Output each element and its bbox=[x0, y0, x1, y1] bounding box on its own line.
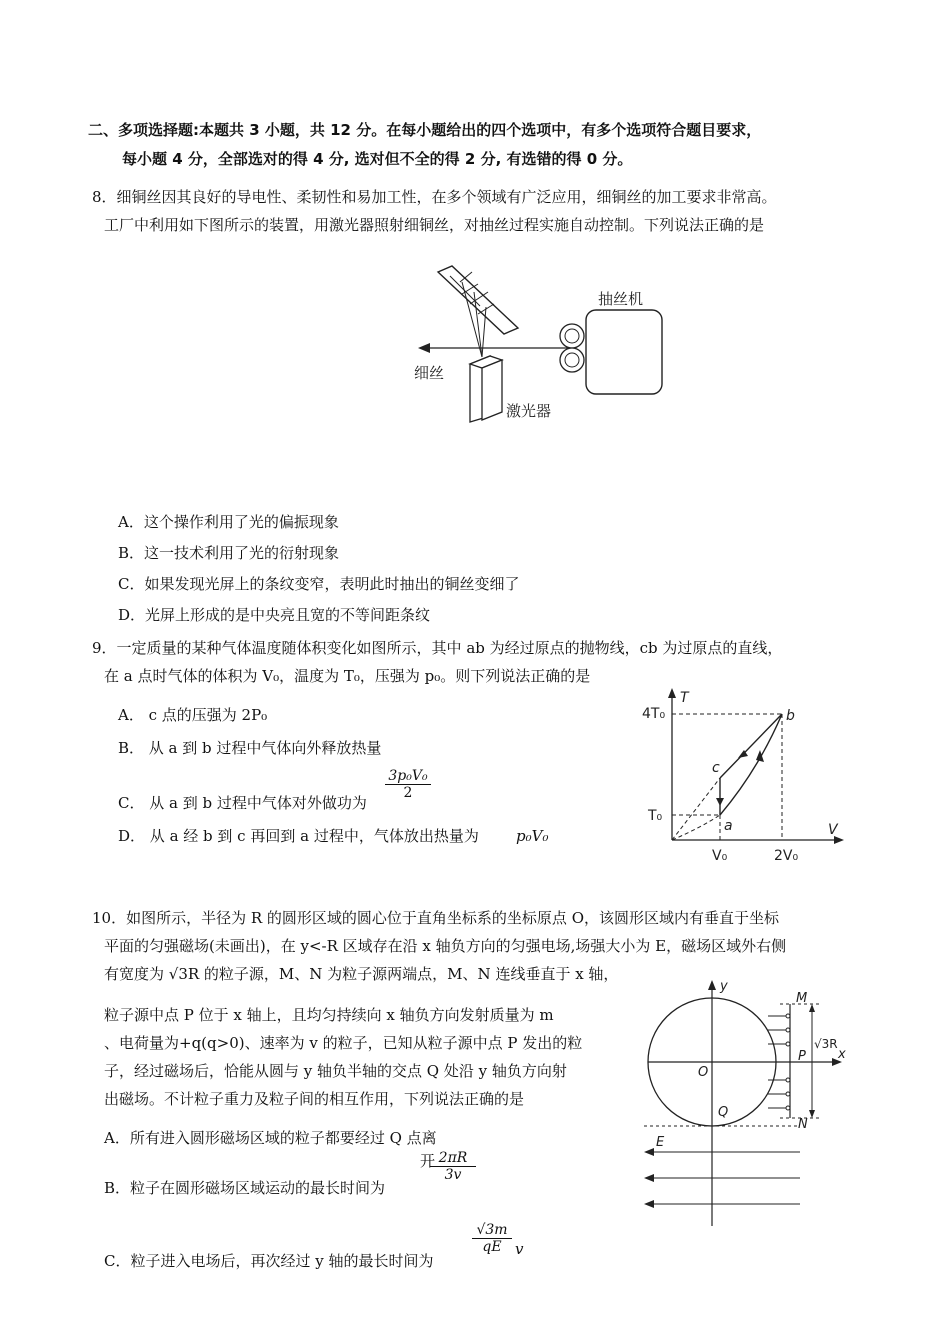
q8-option-b[interactable]: B．这一技术利用了光的衍射现象 bbox=[118, 544, 340, 562]
section-header-line2: 每小题 4 分，全部选对的得 4 分, 选对但不全的得 2 分, 有选错的得 0 分。 bbox=[122, 150, 633, 168]
q9-option-b[interactable]: B． 从 a 到 b 过程中气体向外释放热量 bbox=[118, 739, 382, 757]
q10-c-numerator: √3m bbox=[476, 1222, 508, 1238]
q8-option-c[interactable]: C．如果发现光屏上的条纹变窄，表明此时抽出的铜丝变细了 bbox=[118, 575, 520, 593]
label-o: O bbox=[698, 1065, 709, 1080]
process-bc bbox=[720, 714, 782, 778]
point-a: a bbox=[724, 818, 733, 834]
label-laser: 激光器 bbox=[506, 402, 552, 420]
q10-stem-line1: 10．如图所示，半径为 R 的圆形区域的圆心位于直角坐标系的坐标原点 O，该圆形区域内有垂直于坐标 bbox=[92, 909, 779, 927]
q10-option-b-fraction bbox=[430, 1150, 476, 1183]
point-c: c bbox=[712, 760, 720, 776]
label-drawing-machine: 抽丝机 bbox=[598, 290, 644, 308]
label-e: E bbox=[656, 1135, 665, 1150]
q10-b-numerator: 2πR bbox=[438, 1150, 468, 1166]
q9-option-c[interactable]: C． 从 a 到 b 过程中气体对外做功为 bbox=[118, 794, 367, 812]
v-axis-label: V bbox=[828, 822, 838, 838]
q10-stem-line2: 平面的匀强磁场(未画出)，在 y<-R 区域存在沿 x 轴负方向的匀强电场,场强大小为 E，磁场区域外右侧 bbox=[104, 937, 787, 955]
q9-c-numerator: 3p₀V₀ bbox=[388, 768, 428, 784]
wire-direction-arrow bbox=[418, 343, 430, 353]
q9-tv-graph bbox=[640, 688, 850, 868]
q9-c-denominator: 2 bbox=[385, 784, 431, 801]
q8-apparatus-figure bbox=[410, 262, 670, 427]
q10-para-line4: 出磁场。不计粒子重力及粒子间的相互作用，下列说法正确的是 bbox=[104, 1090, 525, 1108]
q10-para-line1: 粒子源中点 P 位于 x 轴上，且均匀持续向 x 轴负方向发射质量为 m bbox=[104, 1006, 554, 1024]
q10-field-figure bbox=[640, 976, 850, 1230]
tick-v0: V₀ bbox=[712, 848, 728, 864]
q10-option-c[interactable]: C．粒子进入电场后，再次经过 y 轴的最长时间为 bbox=[104, 1252, 434, 1270]
label-x: x bbox=[838, 1047, 846, 1062]
q8-option-d[interactable]: D．光屏上形成的是中央亮且宽的不等间距条纹 bbox=[118, 606, 431, 624]
q10-para-line3: 子，经过磁场后，恰能从圆与 y 轴负半轴的交点 Q 处沿 y 轴负方向射 bbox=[104, 1062, 567, 1080]
q8-option-a[interactable]: A．这个操作利用了光的偏振现象 bbox=[118, 513, 339, 531]
point-b: b bbox=[786, 708, 795, 724]
q9-stem-line1: 9．一定质量的某种气体温度随体积变化如图所示，其中 ab 为经过原点的抛物线，cb 为过原点的直线， bbox=[92, 639, 783, 657]
section-header-line1: 二、多项选择题:本题共 3 小题，共 12 分。在每小题给出的四个选项中，有多个选项符合题目要求， bbox=[88, 121, 762, 139]
q8-stem-line2: 工厂中利用如下图所示的装置，用激光器照射细铜丝，对抽丝过程实施自动控制。下列说法正确的是 bbox=[104, 216, 765, 234]
label-wire: 细丝 bbox=[414, 364, 445, 382]
q10-option-c-tail: v bbox=[515, 1240, 524, 1258]
label-p: P bbox=[798, 1049, 806, 1064]
q9-option-a[interactable]: A． c 点的压强为 2P₀ bbox=[118, 706, 268, 724]
q10-para-line2: 、电荷量为+q(q>0)、速率为 v 的粒子，已知从粒子源中点 P 发出的粒 bbox=[104, 1034, 583, 1052]
q10-option-b[interactable]: B．粒子在圆形磁场区域运动的最长时间为 bbox=[104, 1179, 386, 1197]
t-axis-label: T bbox=[680, 690, 689, 706]
laser-device bbox=[482, 360, 502, 420]
drawing-machine bbox=[586, 310, 662, 394]
label-y: y bbox=[720, 979, 728, 994]
label-m: M bbox=[796, 991, 808, 1006]
q10-option-a-cont: 开 bbox=[420, 1152, 436, 1170]
q10-option-a[interactable]: A．所有进入圆形磁场区域的粒子都要经过 Q 点离 bbox=[104, 1129, 437, 1147]
q10-c-denominator: qE bbox=[472, 1238, 512, 1255]
tick-t0: T₀ bbox=[648, 808, 663, 824]
q10-option-c-fraction bbox=[472, 1222, 512, 1255]
q10-stem-line3: 有宽度为 √3R 的粒子源，M、N 为粒子源两端点，M、N 连线垂直于 x 轴， bbox=[104, 965, 619, 983]
tick-4t0: 4T₀ bbox=[642, 706, 666, 722]
label-q: Q bbox=[718, 1105, 729, 1120]
tick-2v0: 2V₀ bbox=[774, 848, 799, 864]
label-source-width: √3R bbox=[814, 1037, 838, 1051]
q8-stem-line1: 8．细铜丝因其良好的导电性、柔韧性和易加工性，在多个领域有广泛应用，细铜丝的加工要求非常高。 bbox=[92, 188, 777, 206]
q9-stem-line2: 在 a 点时气体的体积为 V₀，温度为 T₀，压强为 p₀。则下列说法正确的是 bbox=[104, 667, 591, 685]
process-ab bbox=[720, 714, 782, 815]
q9-option-c-fraction bbox=[385, 768, 431, 801]
q10-b-denominator: 3v bbox=[430, 1166, 476, 1183]
label-n: N bbox=[798, 1117, 808, 1132]
q9-option-d[interactable]: D． 从 a 经 b 到 c 再回到 a 过程中，气体放出热量为 bbox=[118, 827, 479, 845]
q9-option-d-value: p₀V₀ bbox=[516, 827, 549, 845]
